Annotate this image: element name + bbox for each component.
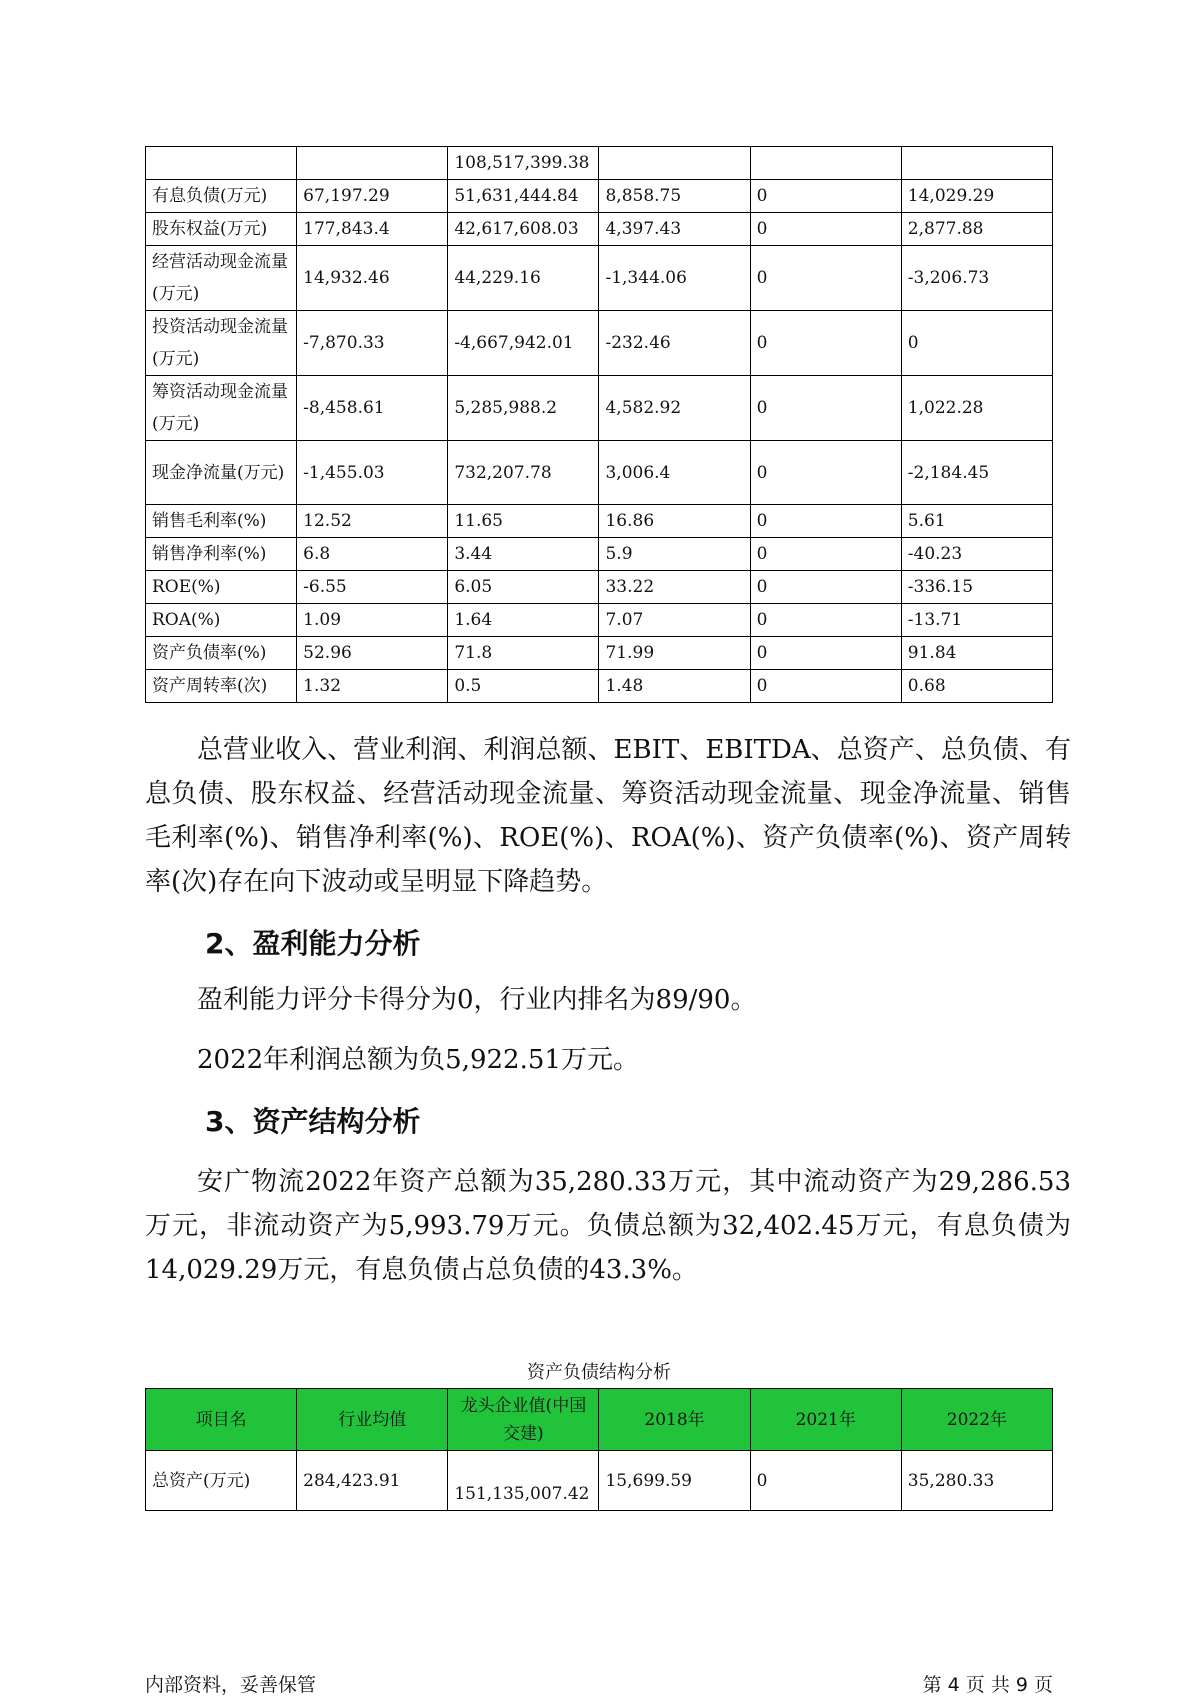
- asset-liability-structure-table: [145, 1388, 1053, 1511]
- footer-page-number: 第 4 页 共 9 页: [922, 1674, 1053, 1696]
- table-cell: 71.99: [599, 637, 750, 670]
- table-cell: 0: [750, 213, 901, 246]
- table-row: [146, 213, 1053, 246]
- column-header: 行业均值: [297, 1389, 448, 1451]
- table-cell: 8,858.75: [599, 180, 750, 213]
- table-cell: 42,617,608.03: [448, 213, 599, 246]
- table-cell: 0: [750, 1451, 901, 1511]
- table-cell: -3,206.73: [901, 246, 1052, 311]
- table-cell: -40.23: [901, 538, 1052, 571]
- table-cell: -336.15: [901, 571, 1052, 604]
- table-cell: 177,843.4: [297, 213, 448, 246]
- table-cell: -13.71: [901, 604, 1052, 637]
- table-cell: 0: [750, 376, 901, 441]
- table-cell: 1.64: [448, 604, 599, 637]
- table-cell: [297, 147, 448, 180]
- table-cell: 1.48: [599, 670, 750, 703]
- table-cell: 284,423.91: [297, 1451, 448, 1511]
- row-label: 有息负债(万元): [146, 180, 297, 213]
- profit-total-text: 2022年利润总额为负5,922.51万元。: [197, 1045, 639, 1075]
- table-cell: 4,397.43: [599, 213, 750, 246]
- table-cell: 15,699.59: [599, 1451, 750, 1511]
- table-cell: 71.8: [448, 637, 599, 670]
- table-cell: 0: [750, 604, 901, 637]
- row-label: 总资产(万元): [146, 1451, 297, 1511]
- table-cell: 11.65: [448, 505, 599, 538]
- row-label: 现金净流量(万元): [146, 441, 297, 505]
- table-cell: 51,631,444.84: [448, 180, 599, 213]
- trend-paragraph: 总营业收入、营业利润、利润总额、EBIT、EBITDA、总资产、总负债、有息负债、股东权益、经营活动现金流量、筹资活动现金流量、现金净流量、销售毛利率(%)、销售净利率(%)、ROE(%)、ROA(%)、资产负债率(%)、资产周转率(次)存在向下波动或呈明显下降趋势。: [145, 735, 1071, 897]
- table-cell: 108,517,399.38: [448, 147, 599, 180]
- table-cell: -8,458.61: [297, 376, 448, 441]
- table-row: [146, 604, 1053, 637]
- row-label: 经营活动现金流量(万元): [146, 246, 297, 311]
- table-cell: -4,667,942.01: [448, 311, 599, 376]
- table-row: [146, 180, 1053, 213]
- table-cell: 0: [750, 246, 901, 311]
- row-label: 股东权益(万元): [146, 213, 297, 246]
- table-cell: [901, 147, 1052, 180]
- table-cell: 6.8: [297, 538, 448, 571]
- table-cell: 91.84: [901, 637, 1052, 670]
- table-row: [146, 538, 1053, 571]
- table-row: [146, 1451, 1053, 1511]
- table-cell: 52.96: [297, 637, 448, 670]
- table-cell: 14,029.29: [901, 180, 1052, 213]
- table-cell: 44,229.16: [448, 246, 599, 311]
- row-label: 资产负债率(%): [146, 637, 297, 670]
- table-cell: 3.44: [448, 538, 599, 571]
- section-heading-profitability: 2、盈利能力分析: [205, 927, 421, 960]
- table-cell: 7.07: [599, 604, 750, 637]
- table-cell: 0: [750, 441, 901, 505]
- table-row: [146, 505, 1053, 538]
- table-row-continuation: [146, 147, 1053, 180]
- row-label: 投资活动现金流量(万元): [146, 311, 297, 376]
- table-cell: 1.32: [297, 670, 448, 703]
- table-cell: 0: [750, 637, 901, 670]
- table-cell: 0.68: [901, 670, 1052, 703]
- table-cell: 35,280.33: [901, 1451, 1052, 1511]
- table-cell: 16.86: [599, 505, 750, 538]
- table-cell: 0: [750, 311, 901, 376]
- row-label: 资产周转率(次): [146, 670, 297, 703]
- table-cell: 732,207.78: [448, 441, 599, 505]
- section-heading-asset-structure: 3、资产结构分析: [205, 1105, 421, 1138]
- table-cell: -6.55: [297, 571, 448, 604]
- column-header: 2018年: [599, 1389, 750, 1451]
- table-cell: 0: [750, 505, 901, 538]
- row-label: 销售净利率(%): [146, 538, 297, 571]
- financial-indicators-table: [145, 146, 1053, 703]
- row-label: 销售毛利率(%): [146, 505, 297, 538]
- table-row: [146, 571, 1053, 604]
- table-row: [146, 246, 1053, 311]
- table-cell: 1,022.28: [901, 376, 1052, 441]
- table-cell: 67,197.29: [297, 180, 448, 213]
- asset-structure-paragraph: 安广物流2022年资产总额为35,280.33万元，其中流动资产为29,286.53万元，非流动资产为5,993.79万元。负债总额为32,402.45万元，有息负债为14,029.29万元，有息负债占总负债的43.3%。: [145, 1167, 1071, 1285]
- table-cell: [599, 147, 750, 180]
- table-cell: 6.05: [448, 571, 599, 604]
- table-cell: 0: [750, 538, 901, 571]
- table-cell: 14,932.46: [297, 246, 448, 311]
- column-header: 2021年: [750, 1389, 901, 1451]
- table-row: [146, 311, 1053, 376]
- table-cell: 5,285,988.2: [448, 376, 599, 441]
- table-row: [146, 637, 1053, 670]
- table-cell: -1,344.06: [599, 246, 750, 311]
- table-cell: 0: [750, 670, 901, 703]
- table-caption: 资产负债结构分析: [527, 1362, 671, 1383]
- footer-confidential-note: 内部资料，妥善保管: [145, 1674, 317, 1696]
- table-header-row: [146, 1389, 1053, 1451]
- column-header: 2022年: [901, 1389, 1052, 1451]
- table-cell: 3,006.4: [599, 441, 750, 505]
- table-row: [146, 441, 1053, 505]
- column-header: 龙头企业值(中国交建): [448, 1389, 599, 1451]
- table-cell: -7,870.33: [297, 311, 448, 376]
- table-cell: 12.52: [297, 505, 448, 538]
- row-label: 筹资活动现金流量(万元): [146, 376, 297, 441]
- row-label: ROA(%): [146, 604, 297, 637]
- profitability-score-text: 盈利能力评分卡得分为0，行业内排名为89/90。: [197, 985, 757, 1015]
- table-cell: [146, 147, 297, 180]
- table-cell: 5.9: [599, 538, 750, 571]
- row-label: ROE(%): [146, 571, 297, 604]
- table-cell: 0: [750, 571, 901, 604]
- table-row: [146, 670, 1053, 703]
- table-cell: -232.46: [599, 311, 750, 376]
- column-header: 项目名: [146, 1389, 297, 1451]
- table-cell: -2,184.45: [901, 441, 1052, 505]
- table-cell: -1,455.03: [297, 441, 448, 505]
- table-cell: [750, 147, 901, 180]
- table-cell: 0: [901, 311, 1052, 376]
- table-row: [146, 376, 1053, 441]
- table-cell: 2,877.88: [901, 213, 1052, 246]
- table-cell: 5.61: [901, 505, 1052, 538]
- table-cell: 151,135,007.42: [448, 1451, 599, 1511]
- table-cell: 1.09: [297, 604, 448, 637]
- table-cell: 0.5: [448, 670, 599, 703]
- table-cell: 4,582.92: [599, 376, 750, 441]
- table-cell: 0: [750, 180, 901, 213]
- table-cell: 33.22: [599, 571, 750, 604]
